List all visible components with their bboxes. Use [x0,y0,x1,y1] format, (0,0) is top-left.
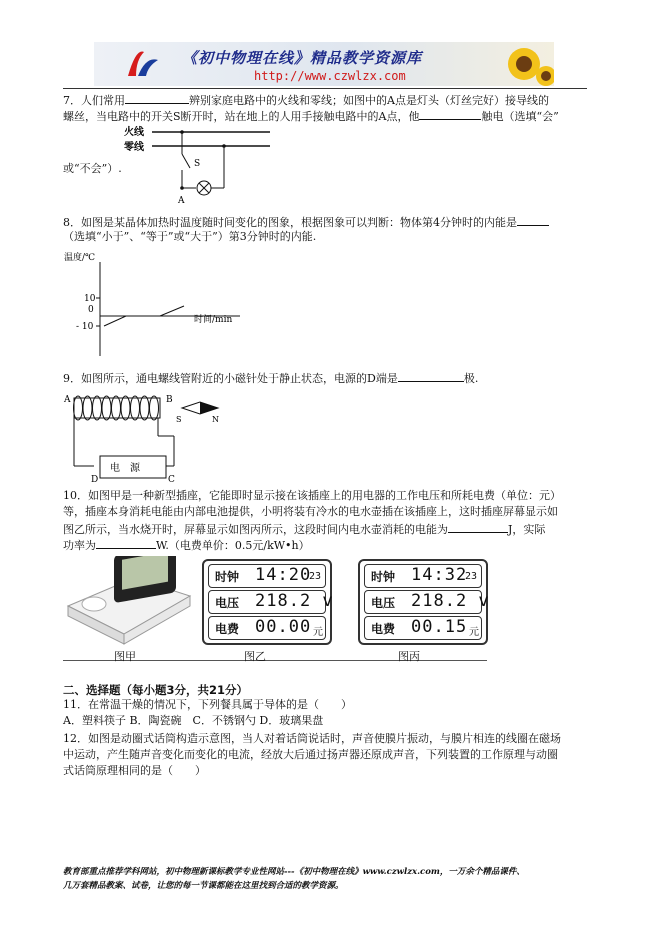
q10-line4: 功率为 W.（电费单价：0.5元/kW•h） [63,539,310,552]
y-tick-10: 10 [84,294,96,304]
compass-n: N [212,415,219,424]
coil-loop [112,396,121,420]
smart-socket-image [64,556,194,648]
q10-blank1[interactable] [448,521,508,533]
label-a: A [64,395,71,405]
live-wire-label: 火线 [124,127,144,138]
caption-jia: 图甲 [114,650,136,663]
q11-line1: 11．在常温干燥的情况下，下列餐具属于导体的是（ ） [63,698,352,711]
q7-blank2[interactable] [419,108,481,120]
clock-row: 时钟 14:20 23 [208,564,326,588]
section-title: 二、选择题（每小题3分，共21分） [63,683,249,697]
caption-yi: 图乙 [244,650,266,663]
banner-title: 《初中物理在线》精品教学资源库 [182,49,423,67]
q10-line1: 10．如图甲是一种新型插座，它能即时显示接在该插座上的用电器的工作电压和所耗电费（单位：元） [63,489,561,502]
q7-line1: 7．人们常用 辨别家庭电路中的火线和零线；如图中的A点是灯头（灯丝完好）接导线的 [63,94,549,107]
q9-line: 9．如图所示，通电螺线管附近的小磁针处于静止状态，电源的D端是 极. [63,372,479,385]
fee-row: 电费 00.00 元 [208,616,326,640]
q9-blank[interactable] [398,370,464,382]
q7-line2: 螺丝，当电路中的开关S断开时，站在地上的人用手接触电路中的A点，他 触电（选填“会” [63,110,559,123]
q12-line1: 12．如图是动圈式话筒构造示意图，当人对着话筒说话时，声音使膜片振动，与膜片相连的线圈在磁场 [63,732,561,745]
point-a-label: A [178,196,185,204]
coil-loop [74,396,83,420]
header-banner [94,42,554,86]
sunflower-icon [494,42,554,86]
coil-loop [93,396,102,420]
q8-line1: 8．如图是某晶体加热时温度随时间变化的图象，根据图象可以判断：物体第4分钟时的内能是 [63,214,549,230]
q12-line2: 中运动，产生随声音变化而变化的电流，经放大后通过扬声器还原成声音，下列装置的工作原理与动圈 [63,748,558,761]
switch-label: S [194,159,201,169]
outlet-icon [82,597,106,611]
compass-s: S [176,415,182,424]
logo-icon [122,46,162,82]
q10-line2: 等，插座本身消耗电能由内部电池提供，小明将装有冷水的电水壶插在该插座上，这时插座屏幕显示如 [63,505,558,518]
q11-options: A．塑料筷子 B．陶瓷碗 C．不锈钢勺 D．玻璃果盘 [63,714,324,727]
q12-line3: 式话筒原理相同的是（ ） [63,764,206,777]
voltage-row: 电压 218.2 v [364,590,482,614]
coil-loop [131,396,140,420]
footer-line1: 教育部重点推荐学科网站，初中物理新课标教学专业性网站---《初中物理在线》www.czwlzx.com，一万余个精品课件、 [63,867,525,877]
label-c: C [168,475,175,484]
q7-line3: 或“不会”）. [63,162,122,175]
q9-solenoid-figure [62,390,232,484]
coil-loop [83,396,92,420]
coil-loop [121,396,130,420]
solenoid-coil [74,396,159,420]
q7-circuit-figure [120,124,280,204]
q7-blank1[interactable] [125,92,189,104]
label-d: D [91,475,99,484]
neutral-wire-label: 零线 [124,142,144,153]
coil-loop [150,396,159,420]
coil-loop [102,396,111,420]
fee-row: 电费 00.15 元 [364,616,482,640]
footer-line2: 几万套精品教案、试卷，让您的每一节课都能在这里找到合适的教学资源。 [63,881,344,891]
clock-row: 时钟 14:32 23 [364,564,482,588]
display-panel-yi [202,559,332,645]
chart-xlabel: 时间/min [194,315,233,325]
y-tick-0: 0 [88,305,94,315]
q8-line2: （选填“小于”、“等于”或“大于”）第3分钟时的内能. [63,230,317,243]
caption-bing: 图丙 [398,650,420,663]
q10-blank2[interactable] [96,537,156,549]
chart-ylabel: 温度/℃ [64,253,96,263]
q10-line3: 图乙所示，当水烧开时，屏幕显示如图丙所示，这段时间内电水壶消耗的电能为 J，实际 [63,523,546,536]
label-b: B [166,395,173,405]
banner-url[interactable]: http://www.czwlzx.com [254,69,406,83]
coil-loop [140,396,149,420]
display-panel-bing [358,559,488,645]
header-rule [63,88,587,89]
power-supply-label: 电 源 [110,463,140,474]
q8-temperature-chart [60,248,240,358]
q8-blank[interactable] [517,214,549,226]
y-tick-neg10: - 10 [76,322,94,332]
voltage-row: 电压 218.2 v [208,590,326,614]
